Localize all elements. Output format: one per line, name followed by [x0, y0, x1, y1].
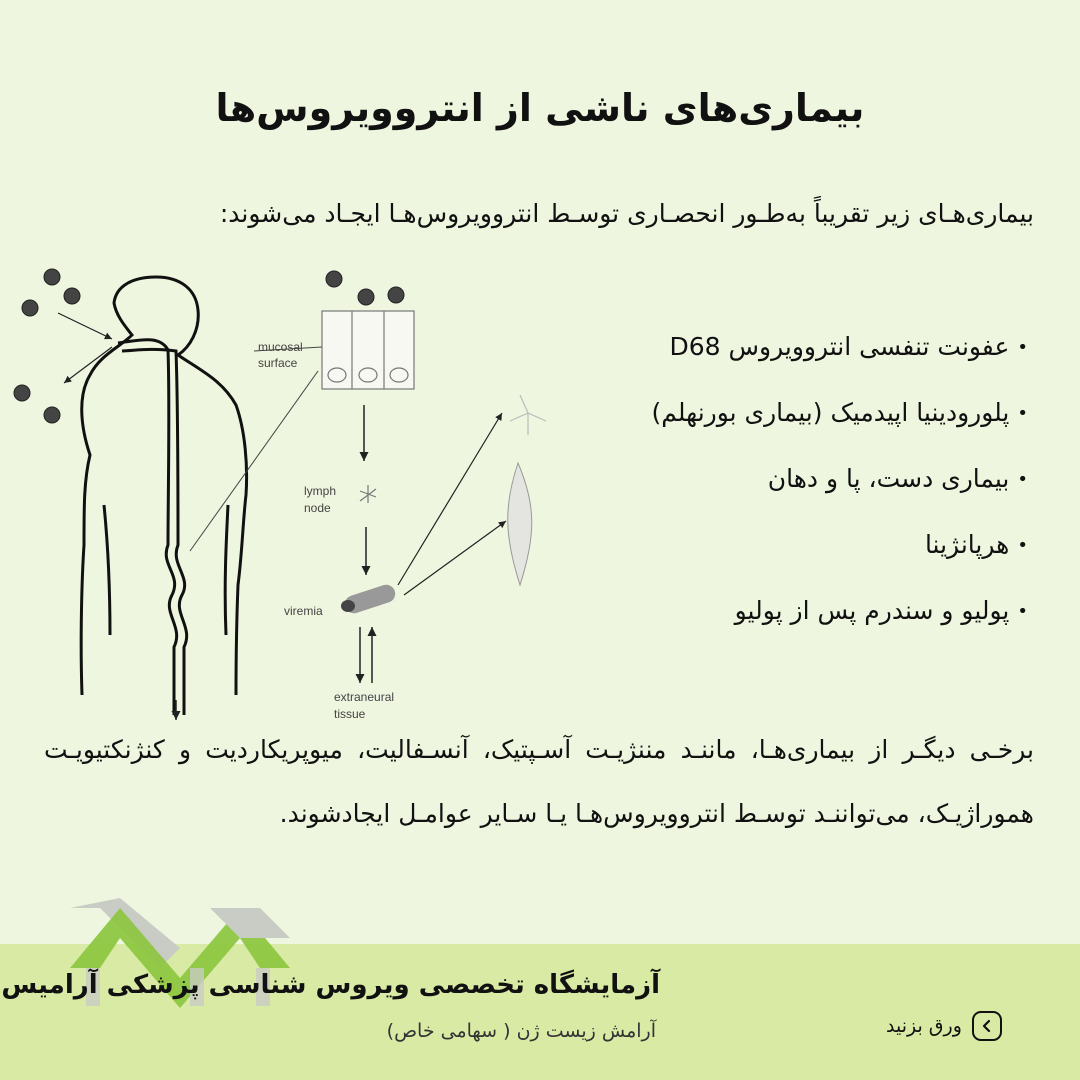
list-item-text: هرپانژینا: [924, 530, 1010, 559]
company-name: آرامش زیست ژن ( سهامی خاص): [386, 1020, 656, 1042]
human-body-outline: [81, 277, 246, 695]
lab-name: آزمایشگاه تخصصی ویروس شناسی پزشکی آرامیس: [1, 970, 660, 1000]
list-item: [558, 446, 1028, 512]
label-extraneural: extraneural: [334, 690, 395, 704]
list-item: [558, 380, 1028, 446]
blood-vessel-icon: [341, 582, 398, 615]
pathogenesis-diagram: [0, 255, 560, 725]
page-title: بیماری‌های ناشی از انتروویروس‌ها: [215, 86, 865, 130]
list-item: [558, 578, 1028, 644]
bullet-icon: •: [1017, 403, 1028, 424]
lab-logo-icon: [60, 878, 300, 1028]
intro-paragraph: بیماری‌هـای زیر تقریباً به‌طـور انحصـاری توسـط انتروویروس‌هـا ایجـاد می‌شوند:: [219, 199, 1034, 228]
bullet-icon: •: [1017, 469, 1028, 490]
mucosal-cells-icon: [322, 311, 414, 389]
arm-left: [104, 505, 110, 635]
label-lymph: lymph: [304, 484, 337, 498]
list-item: [558, 314, 1028, 380]
bullet-icon: •: [1017, 535, 1028, 556]
muscle-fiber-icon: [508, 463, 532, 585]
bullet-icon: •: [1017, 337, 1028, 358]
arm-right: [225, 505, 228, 635]
disease-list: [558, 314, 1028, 644]
list-item: [558, 512, 1028, 578]
label-mucosal: mucosal: [258, 340, 303, 354]
label-node: node: [304, 501, 331, 515]
neuron-icon: [510, 395, 546, 435]
label-viremia: viremia: [284, 604, 323, 618]
chevron-left-icon: [972, 1011, 1002, 1041]
list-item-text: پولیو و سندرم پس از پولیو: [734, 596, 1010, 625]
list-item-text: پلورودینیا اپیدمیک (بیماری بورنهلم): [651, 398, 1010, 427]
label-tissue: tissue: [334, 707, 366, 721]
list-item-text: بیماری دست، پا و دهان: [767, 464, 1010, 493]
outro-paragraph: برخـی دیگـر از بیماری‌هـا، ماننـد مننژیـت آسـپتیک، آنسـفالیت، میوپریکاردیت و کنژنکتیویـت هموراژیـک، می‌تواننـد توسـط انتروویروس‌هـا یـا سـایر عوامـل ایجادشوند.: [44, 735, 1034, 828]
label-surface: surface: [258, 356, 298, 370]
swipe-button[interactable]: [886, 1008, 1002, 1044]
bullet-icon: •: [1017, 601, 1028, 622]
swipe-label: ورق بزنید: [886, 1015, 962, 1037]
lymph-node-icon: [360, 485, 376, 503]
list-item-text: عفونت تنفسی انتروویروس D68: [669, 332, 1010, 361]
gut-tract: [118, 340, 177, 715]
